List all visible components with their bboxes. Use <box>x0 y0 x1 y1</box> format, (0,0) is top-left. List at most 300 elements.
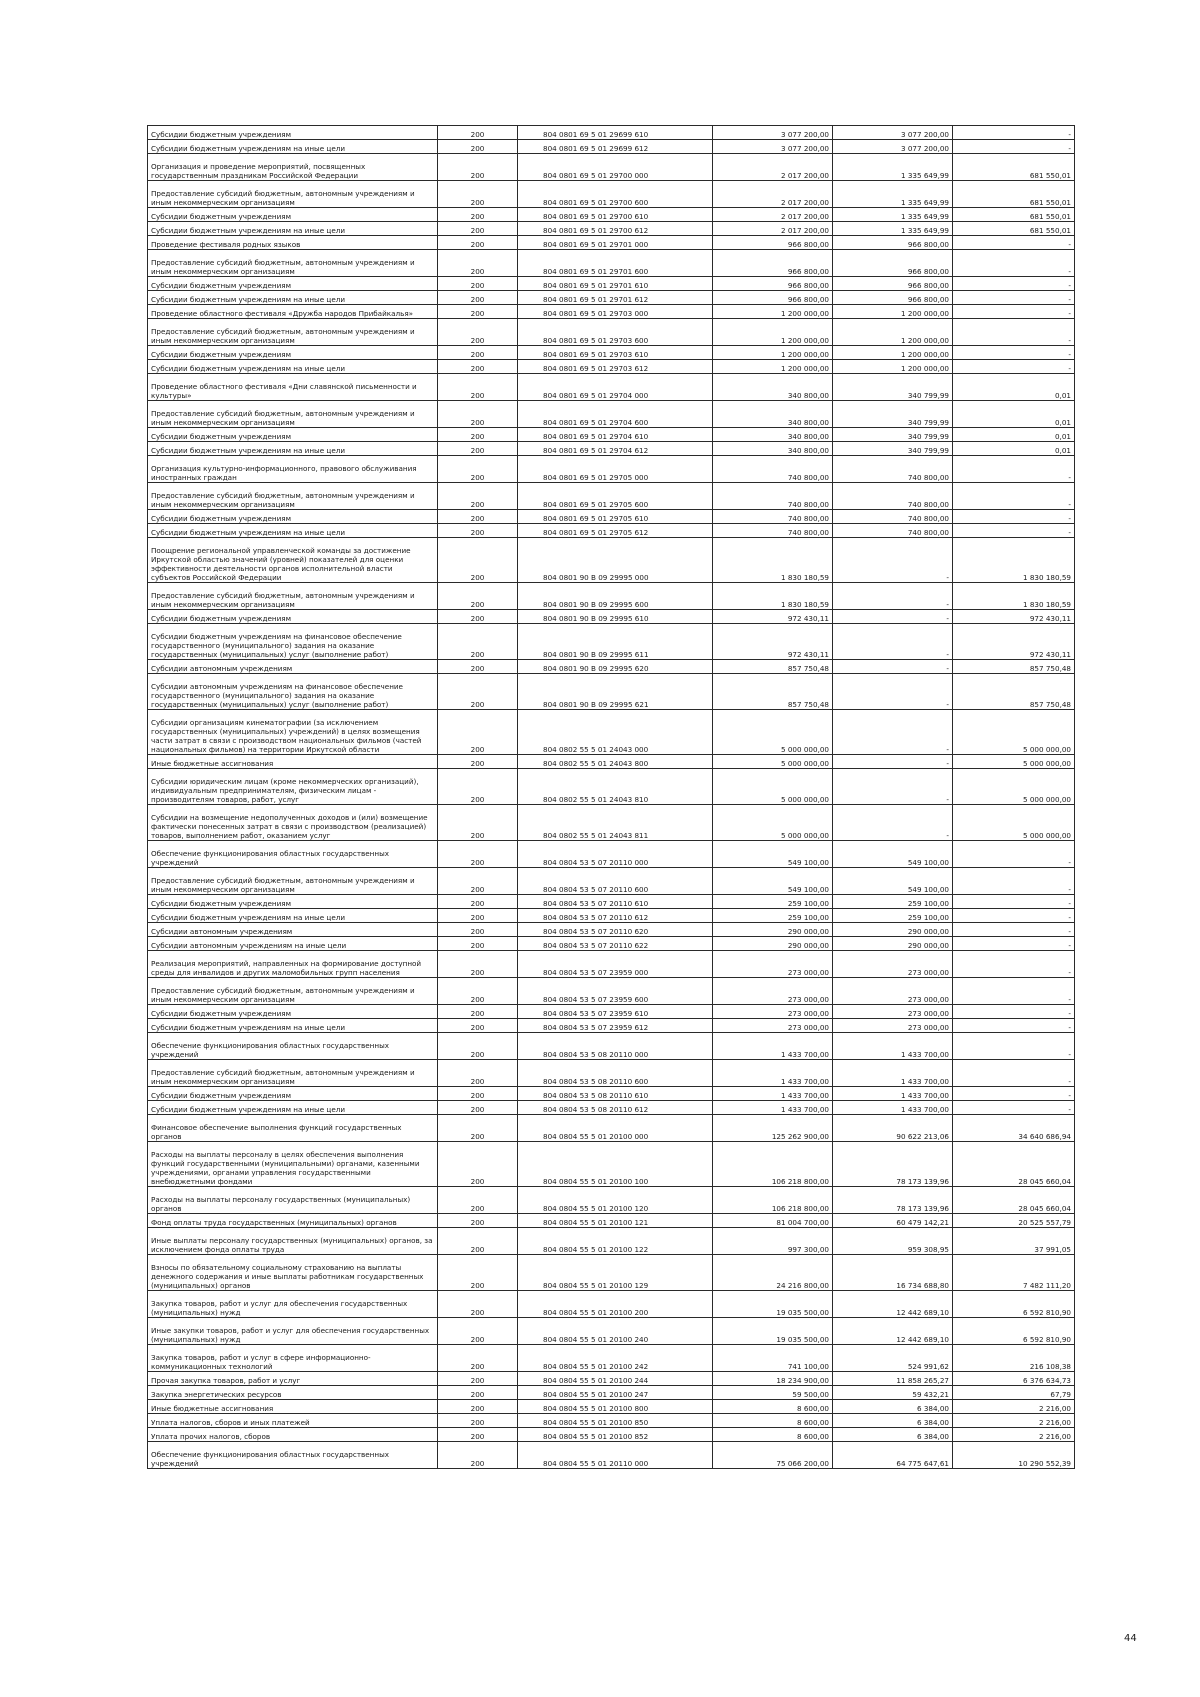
cell-executed-amount: 524 991,62 <box>833 1345 953 1372</box>
table-row <box>148 1255 1075 1291</box>
cell-name: Прочая закупка товаров, работ и услуг <box>148 1372 438 1386</box>
cell-approved-amount: 2 017 200,00 <box>713 208 833 222</box>
cell-classification-code: 804 0804 55 5 01 20100 850 <box>518 1414 713 1428</box>
cell-admin-code: 200 <box>438 1187 518 1214</box>
cell-approved-amount: 2 017 200,00 <box>713 222 833 236</box>
table-row <box>148 1087 1075 1101</box>
cell-executed-amount: 740 800,00 <box>833 456 953 483</box>
cell-approved-amount: 1 433 700,00 <box>713 1101 833 1115</box>
cell-executed-amount: 966 800,00 <box>833 250 953 277</box>
table-row <box>148 674 1075 710</box>
cell-executed-amount: 1 200 000,00 <box>833 319 953 346</box>
cell-approved-amount: 106 218 800,00 <box>713 1142 833 1187</box>
cell-admin-code: 200 <box>438 1386 518 1400</box>
table-row <box>148 360 1075 374</box>
cell-name: Субсидии бюджетным учреждениям на иные цели <box>148 1019 438 1033</box>
cell-name: Обеспечение функционирования областных государственных учреждений <box>148 1033 438 1060</box>
cell-admin-code: 200 <box>438 483 518 510</box>
cell-executed-amount: 90 622 213,06 <box>833 1115 953 1142</box>
cell-executed-amount: - <box>833 583 953 610</box>
cell-unexecuted-amount: 2 216,00 <box>953 1428 1075 1442</box>
cell-classification-code: 804 0801 90 В 09 29995 000 <box>518 538 713 583</box>
cell-executed-amount: 1 200 000,00 <box>833 346 953 360</box>
cell-name: Субсидии бюджетным учреждениям <box>148 208 438 222</box>
cell-admin-code: 200 <box>438 277 518 291</box>
cell-unexecuted-amount: 972 430,11 <box>953 610 1075 624</box>
cell-name: Финансовое обеспечение выполнения функций государственных органов <box>148 1115 438 1142</box>
table-row <box>148 1019 1075 1033</box>
cell-unexecuted-amount: 2 216,00 <box>953 1414 1075 1428</box>
cell-classification-code: 804 0804 55 5 01 20100 242 <box>518 1345 713 1372</box>
cell-unexecuted-amount: - <box>953 1060 1075 1087</box>
cell-classification-code: 804 0801 69 5 01 29704 000 <box>518 374 713 401</box>
cell-approved-amount: 81 004 700,00 <box>713 1214 833 1228</box>
cell-approved-amount: 273 000,00 <box>713 978 833 1005</box>
table-row <box>148 1005 1075 1019</box>
cell-unexecuted-amount: - <box>953 841 1075 868</box>
cell-approved-amount: 2 017 200,00 <box>713 181 833 208</box>
cell-executed-amount: 3 077 200,00 <box>833 140 953 154</box>
cell-classification-code: 804 0804 55 5 01 20100 000 <box>518 1115 713 1142</box>
cell-approved-amount: 857 750,48 <box>713 660 833 674</box>
cell-classification-code: 804 0801 69 5 01 29701 610 <box>518 277 713 291</box>
cell-name: Субсидии бюджетным учреждениям <box>148 1087 438 1101</box>
cell-unexecuted-amount: 7 482 111,20 <box>953 1255 1075 1291</box>
cell-unexecuted-amount: - <box>953 978 1075 1005</box>
table-row <box>148 250 1075 277</box>
cell-unexecuted-amount: 34 640 686,94 <box>953 1115 1075 1142</box>
cell-executed-amount: 64 775 647,61 <box>833 1442 953 1469</box>
cell-admin-code: 200 <box>438 374 518 401</box>
table-row <box>148 1142 1075 1187</box>
cell-approved-amount: 5 000 000,00 <box>713 755 833 769</box>
cell-approved-amount: 740 800,00 <box>713 456 833 483</box>
cell-executed-amount: 273 000,00 <box>833 951 953 978</box>
cell-approved-amount: 273 000,00 <box>713 951 833 978</box>
cell-unexecuted-amount: - <box>953 126 1075 140</box>
cell-unexecuted-amount: - <box>953 456 1075 483</box>
cell-admin-code: 200 <box>438 401 518 428</box>
cell-executed-amount: 16 734 688,80 <box>833 1255 953 1291</box>
cell-admin-code: 200 <box>438 755 518 769</box>
cell-name: Расходы на выплаты персоналу в целях обеспечения выполнения функций государственными (муниципальными) органами, казенными учреждениями, органами управления государственными внебюджетными фондами <box>148 1142 438 1187</box>
table-row <box>148 909 1075 923</box>
cell-admin-code: 200 <box>438 1228 518 1255</box>
table-body <box>148 126 1075 1469</box>
cell-classification-code: 804 0804 53 5 08 20110 610 <box>518 1087 713 1101</box>
cell-admin-code: 200 <box>438 583 518 610</box>
table-row <box>148 923 1075 937</box>
cell-unexecuted-amount: 0,01 <box>953 428 1075 442</box>
cell-approved-amount: 972 430,11 <box>713 624 833 660</box>
cell-executed-amount: - <box>833 538 953 583</box>
cell-name: Субсидии организациям кинематографии (за исключением государственных (муниципальных) учреждений) в целях возмещения части затрат в связи с производством национальных фильмов (частей национальных фильмов) на территории Иркутской области <box>148 710 438 755</box>
table-row <box>148 805 1075 841</box>
cell-classification-code: 804 0804 55 5 01 20100 800 <box>518 1400 713 1414</box>
cell-classification-code: 804 0804 55 5 01 20100 200 <box>518 1291 713 1318</box>
cell-admin-code: 200 <box>438 181 518 208</box>
cell-classification-code: 804 0804 55 5 01 20100 121 <box>518 1214 713 1228</box>
cell-admin-code: 200 <box>438 1255 518 1291</box>
cell-name: Субсидии бюджетным учреждениям на иные цели <box>148 909 438 923</box>
cell-classification-code: 804 0801 90 В 09 29995 620 <box>518 660 713 674</box>
cell-executed-amount: 340 799,99 <box>833 428 953 442</box>
cell-name: Субсидии бюджетным учреждениям <box>148 126 438 140</box>
cell-admin-code: 200 <box>438 1318 518 1345</box>
cell-admin-code: 200 <box>438 1087 518 1101</box>
cell-unexecuted-amount: - <box>953 951 1075 978</box>
cell-name: Предоставление субсидий бюджетным, автономным учреждениям и иным некоммерческим организациям <box>148 401 438 428</box>
cell-admin-code: 200 <box>438 291 518 305</box>
cell-approved-amount: 1 830 180,59 <box>713 583 833 610</box>
cell-approved-amount: 8 600,00 <box>713 1400 833 1414</box>
table-row <box>148 319 1075 346</box>
cell-unexecuted-amount: - <box>953 1087 1075 1101</box>
cell-name: Закупка энергетических ресурсов <box>148 1386 438 1400</box>
cell-approved-amount: 1 830 180,59 <box>713 538 833 583</box>
cell-approved-amount: 857 750,48 <box>713 674 833 710</box>
cell-executed-amount: 549 100,00 <box>833 841 953 868</box>
cell-admin-code: 200 <box>438 1060 518 1087</box>
cell-admin-code: 200 <box>438 360 518 374</box>
cell-unexecuted-amount: - <box>953 524 1075 538</box>
table-row <box>148 126 1075 140</box>
cell-name: Субсидии бюджетным учреждениям <box>148 510 438 524</box>
cell-classification-code: 804 0804 55 5 01 20110 000 <box>518 1442 713 1469</box>
cell-unexecuted-amount: 10 290 552,39 <box>953 1442 1075 1469</box>
cell-executed-amount: 966 800,00 <box>833 291 953 305</box>
cell-classification-code: 804 0804 55 5 01 20100 247 <box>518 1386 713 1400</box>
table-row <box>148 428 1075 442</box>
cell-admin-code: 200 <box>438 442 518 456</box>
cell-classification-code: 804 0804 55 5 01 20100 100 <box>518 1142 713 1187</box>
cell-executed-amount: 740 800,00 <box>833 483 953 510</box>
cell-unexecuted-amount: - <box>953 909 1075 923</box>
table-row <box>148 208 1075 222</box>
cell-classification-code: 804 0801 90 В 09 29995 600 <box>518 583 713 610</box>
cell-approved-amount: 340 800,00 <box>713 374 833 401</box>
cell-approved-amount: 3 077 200,00 <box>713 140 833 154</box>
cell-name: Проведение областного фестиваля «Дружба народов Прибайкалья» <box>148 305 438 319</box>
cell-executed-amount: 12 442 689,10 <box>833 1318 953 1345</box>
cell-approved-amount: 966 800,00 <box>713 236 833 250</box>
cell-executed-amount: - <box>833 610 953 624</box>
cell-approved-amount: 5 000 000,00 <box>713 805 833 841</box>
cell-classification-code: 804 0804 53 5 07 20110 610 <box>518 895 713 909</box>
cell-executed-amount: 1 433 700,00 <box>833 1087 953 1101</box>
cell-admin-code: 200 <box>438 978 518 1005</box>
cell-unexecuted-amount: 681 550,01 <box>953 208 1075 222</box>
cell-unexecuted-amount: 0,01 <box>953 442 1075 456</box>
table-row <box>148 624 1075 660</box>
cell-classification-code: 804 0801 69 5 01 29705 610 <box>518 510 713 524</box>
cell-unexecuted-amount: - <box>953 1019 1075 1033</box>
cell-unexecuted-amount: 5 000 000,00 <box>953 755 1075 769</box>
cell-approved-amount: 1 200 000,00 <box>713 360 833 374</box>
cell-executed-amount: 12 442 689,10 <box>833 1291 953 1318</box>
cell-unexecuted-amount: - <box>953 937 1075 951</box>
table-row <box>148 1428 1075 1442</box>
table-row <box>148 401 1075 428</box>
cell-classification-code: 804 0801 90 В 09 29995 611 <box>518 624 713 660</box>
cell-approved-amount: 1 200 000,00 <box>713 305 833 319</box>
table-row <box>148 1228 1075 1255</box>
cell-approved-amount: 549 100,00 <box>713 868 833 895</box>
cell-executed-amount: 966 800,00 <box>833 277 953 291</box>
cell-approved-amount: 340 800,00 <box>713 401 833 428</box>
cell-classification-code: 804 0804 53 5 07 20110 000 <box>518 841 713 868</box>
cell-name: Предоставление субсидий бюджетным, автономным учреждениям и иным некоммерческим организациям <box>148 978 438 1005</box>
table-row <box>148 181 1075 208</box>
cell-name: Субсидии бюджетным учреждениям <box>148 895 438 909</box>
cell-executed-amount: 6 384,00 <box>833 1400 953 1414</box>
cell-name: Обеспечение функционирования областных государственных учреждений <box>148 841 438 868</box>
cell-classification-code: 804 0804 53 5 07 20110 620 <box>518 923 713 937</box>
cell-unexecuted-amount: 681 550,01 <box>953 222 1075 236</box>
cell-classification-code: 804 0801 69 5 01 29700 600 <box>518 181 713 208</box>
cell-admin-code: 200 <box>438 346 518 360</box>
cell-unexecuted-amount: 6 592 810,90 <box>953 1291 1075 1318</box>
table-row <box>148 660 1075 674</box>
cell-name: Закупка товаров, работ и услуг для обеспечения государственных (муниципальных) нужд <box>148 1291 438 1318</box>
cell-unexecuted-amount: - <box>953 250 1075 277</box>
cell-admin-code: 200 <box>438 895 518 909</box>
cell-classification-code: 804 0801 69 5 01 29705 600 <box>518 483 713 510</box>
cell-approved-amount: 290 000,00 <box>713 923 833 937</box>
cell-classification-code: 804 0804 53 5 08 20110 612 <box>518 1101 713 1115</box>
cell-unexecuted-amount: - <box>953 1033 1075 1060</box>
cell-approved-amount: 8 600,00 <box>713 1414 833 1428</box>
cell-executed-amount: 1 200 000,00 <box>833 305 953 319</box>
cell-approved-amount: 5 000 000,00 <box>713 710 833 755</box>
cell-classification-code: 804 0801 69 5 01 29701 612 <box>518 291 713 305</box>
cell-classification-code: 804 0802 55 5 01 24043 800 <box>518 755 713 769</box>
cell-executed-amount: 1 200 000,00 <box>833 360 953 374</box>
cell-admin-code: 200 <box>438 1033 518 1060</box>
cell-admin-code: 200 <box>438 1414 518 1428</box>
cell-admin-code: 200 <box>438 154 518 181</box>
cell-name: Поощрение региональной управленческой команды за достижение Иркутской областью значений (уровней) показателей для оценки эффективности деятельности органов исполнительной власти субъектов Российской Федерации <box>148 538 438 583</box>
cell-unexecuted-amount: - <box>953 346 1075 360</box>
cell-executed-amount: 273 000,00 <box>833 1019 953 1033</box>
table-row <box>148 510 1075 524</box>
cell-unexecuted-amount: 0,01 <box>953 401 1075 428</box>
cell-admin-code: 200 <box>438 769 518 805</box>
cell-unexecuted-amount: - <box>953 895 1075 909</box>
cell-admin-code: 200 <box>438 538 518 583</box>
cell-name: Субсидии автономным учреждениям <box>148 923 438 937</box>
cell-approved-amount: 273 000,00 <box>713 1005 833 1019</box>
cell-admin-code: 200 <box>438 951 518 978</box>
cell-classification-code: 804 0801 69 5 01 29700 612 <box>518 222 713 236</box>
cell-approved-amount: 24 216 800,00 <box>713 1255 833 1291</box>
cell-classification-code: 804 0804 55 5 01 20100 852 <box>518 1428 713 1442</box>
cell-approved-amount: 290 000,00 <box>713 937 833 951</box>
cell-executed-amount: 740 800,00 <box>833 510 953 524</box>
cell-executed-amount: - <box>833 769 953 805</box>
cell-classification-code: 804 0804 53 5 08 20110 600 <box>518 1060 713 1087</box>
cell-executed-amount: 6 384,00 <box>833 1428 953 1442</box>
cell-executed-amount: 740 800,00 <box>833 524 953 538</box>
cell-name: Субсидии бюджетным учреждениям на иные цели <box>148 1101 438 1115</box>
cell-unexecuted-amount: 67,79 <box>953 1386 1075 1400</box>
cell-approved-amount: 19 035 500,00 <box>713 1291 833 1318</box>
cell-name: Реализация мероприятий, направленных на формирование доступной среды для инвалидов и других маломобильных групп населения <box>148 951 438 978</box>
cell-executed-amount: 273 000,00 <box>833 978 953 1005</box>
cell-approved-amount: 3 077 200,00 <box>713 126 833 140</box>
cell-name: Субсидии на возмещение недополученных доходов и (или) возмещение фактически понесенных затрат в связи с производством (реализацией) товаров, выполнением работ, оказанием услуг <box>148 805 438 841</box>
cell-unexecuted-amount: - <box>953 140 1075 154</box>
cell-admin-code: 200 <box>438 1115 518 1142</box>
cell-name: Субсидии юридическим лицам (кроме некоммерческих организаций), индивидуальным предпринимателям, физическим лицам - производителям товаров, работ, услуг <box>148 769 438 805</box>
cell-admin-code: 200 <box>438 140 518 154</box>
cell-approved-amount: 966 800,00 <box>713 277 833 291</box>
cell-classification-code: 804 0802 55 5 01 24043 000 <box>518 710 713 755</box>
cell-admin-code: 200 <box>438 1400 518 1414</box>
cell-executed-amount: 290 000,00 <box>833 937 953 951</box>
cell-unexecuted-amount: 5 000 000,00 <box>953 710 1075 755</box>
cell-admin-code: 200 <box>438 1142 518 1187</box>
cell-unexecuted-amount: 0,01 <box>953 374 1075 401</box>
cell-unexecuted-amount: 681 550,01 <box>953 154 1075 181</box>
cell-unexecuted-amount: 1 830 180,59 <box>953 583 1075 610</box>
cell-name: Субсидии бюджетным учреждениям <box>148 277 438 291</box>
cell-classification-code: 804 0801 69 5 01 29705 612 <box>518 524 713 538</box>
cell-classification-code: 804 0804 55 5 01 20100 122 <box>518 1228 713 1255</box>
cell-approved-amount: 1 433 700,00 <box>713 1033 833 1060</box>
cell-approved-amount: 997 300,00 <box>713 1228 833 1255</box>
cell-approved-amount: 259 100,00 <box>713 909 833 923</box>
cell-executed-amount: - <box>833 805 953 841</box>
cell-executed-amount: - <box>833 755 953 769</box>
cell-approved-amount: 741 100,00 <box>713 1345 833 1372</box>
cell-approved-amount: 966 800,00 <box>713 250 833 277</box>
cell-unexecuted-amount: - <box>953 277 1075 291</box>
cell-executed-amount: 6 384,00 <box>833 1414 953 1428</box>
cell-admin-code: 200 <box>438 305 518 319</box>
cell-executed-amount: 78 173 139,96 <box>833 1142 953 1187</box>
cell-classification-code: 804 0801 69 5 01 29701 600 <box>518 250 713 277</box>
cell-approved-amount: 740 800,00 <box>713 483 833 510</box>
cell-approved-amount: 1 200 000,00 <box>713 346 833 360</box>
table-row <box>148 277 1075 291</box>
cell-approved-amount: 273 000,00 <box>713 1019 833 1033</box>
cell-executed-amount: 78 173 139,96 <box>833 1187 953 1214</box>
cell-classification-code: 804 0804 53 5 07 20110 622 <box>518 937 713 951</box>
cell-approved-amount: 1 200 000,00 <box>713 319 833 346</box>
table-row <box>148 1414 1075 1428</box>
cell-unexecuted-amount: - <box>953 236 1075 250</box>
cell-executed-amount: 11 858 265,27 <box>833 1372 953 1386</box>
cell-admin-code: 200 <box>438 674 518 710</box>
cell-approved-amount: 972 430,11 <box>713 610 833 624</box>
cell-approved-amount: 8 600,00 <box>713 1428 833 1442</box>
cell-executed-amount: 60 479 142,21 <box>833 1214 953 1228</box>
cell-name: Субсидии бюджетным учреждениям <box>148 428 438 442</box>
cell-admin-code: 200 <box>438 1345 518 1372</box>
cell-approved-amount: 75 066 200,00 <box>713 1442 833 1469</box>
cell-admin-code: 200 <box>438 236 518 250</box>
cell-approved-amount: 340 800,00 <box>713 442 833 456</box>
cell-name: Предоставление субсидий бюджетным, автономным учреждениям и иным некоммерческим организациям <box>148 868 438 895</box>
table-row <box>148 841 1075 868</box>
cell-unexecuted-amount: - <box>953 305 1075 319</box>
cell-name: Закупка товаров, работ и услуг в сфере информационно-коммуникационных технологий <box>148 1345 438 1372</box>
cell-name: Предоставление субсидий бюджетным, автономным учреждениям и иным некоммерческим организациям <box>148 483 438 510</box>
cell-executed-amount: 549 100,00 <box>833 868 953 895</box>
cell-executed-amount: 966 800,00 <box>833 236 953 250</box>
cell-approved-amount: 740 800,00 <box>713 524 833 538</box>
cell-approved-amount: 549 100,00 <box>713 841 833 868</box>
cell-executed-amount: - <box>833 624 953 660</box>
cell-unexecuted-amount: 5 000 000,00 <box>953 769 1075 805</box>
cell-admin-code: 200 <box>438 524 518 538</box>
cell-name: Иные бюджетные ассигнования <box>148 755 438 769</box>
cell-unexecuted-amount: - <box>953 319 1075 346</box>
table-row <box>148 154 1075 181</box>
cell-executed-amount: 59 432,21 <box>833 1386 953 1400</box>
cell-name: Субсидии бюджетным учреждениям на иные цели <box>148 291 438 305</box>
cell-classification-code: 804 0801 90 В 09 29995 621 <box>518 674 713 710</box>
table-row <box>148 769 1075 805</box>
cell-approved-amount: 340 800,00 <box>713 428 833 442</box>
table-row <box>148 951 1075 978</box>
cell-name: Проведение областного фестиваля «Дни славянской письменности и культуры» <box>148 374 438 401</box>
cell-name: Субсидии бюджетным учреждениям <box>148 1005 438 1019</box>
cell-executed-amount: - <box>833 710 953 755</box>
cell-name: Иные бюджетные ассигнования <box>148 1400 438 1414</box>
cell-executed-amount: 273 000,00 <box>833 1005 953 1019</box>
cell-executed-amount: 259 100,00 <box>833 909 953 923</box>
cell-name: Субсидии бюджетным учреждениям на иные цели <box>148 360 438 374</box>
cell-executed-amount: 290 000,00 <box>833 923 953 937</box>
cell-name: Субсидии бюджетным учреждениям <box>148 346 438 360</box>
cell-unexecuted-amount: - <box>953 510 1075 524</box>
cell-classification-code: 804 0801 69 5 01 29705 000 <box>518 456 713 483</box>
cell-unexecuted-amount: - <box>953 1101 1075 1115</box>
cell-admin-code: 200 <box>438 710 518 755</box>
cell-approved-amount: 2 017 200,00 <box>713 154 833 181</box>
cell-unexecuted-amount: - <box>953 868 1075 895</box>
cell-classification-code: 804 0804 53 5 07 23959 600 <box>518 978 713 1005</box>
table-row <box>148 483 1075 510</box>
cell-name: Предоставление субсидий бюджетным, автономным учреждениям и иным некоммерческим организациям <box>148 250 438 277</box>
cell-admin-code: 200 <box>438 208 518 222</box>
cell-classification-code: 804 0801 69 5 01 29699 610 <box>518 126 713 140</box>
cell-name: Субсидии бюджетным учреждениям на иные цели <box>148 442 438 456</box>
cell-classification-code: 804 0802 55 5 01 24043 811 <box>518 805 713 841</box>
table-row <box>148 524 1075 538</box>
cell-executed-amount: 1 335 649,99 <box>833 208 953 222</box>
table-row <box>148 442 1075 456</box>
cell-executed-amount: 340 799,99 <box>833 374 953 401</box>
cell-admin-code: 200 <box>438 805 518 841</box>
table-row <box>148 1214 1075 1228</box>
cell-classification-code: 804 0804 55 5 01 20100 244 <box>518 1372 713 1386</box>
cell-admin-code: 200 <box>438 1101 518 1115</box>
budget-execution-table <box>147 125 1075 1469</box>
cell-unexecuted-amount: 37 991,05 <box>953 1228 1075 1255</box>
cell-admin-code: 200 <box>438 1372 518 1386</box>
cell-name: Предоставление субсидий бюджетным, автономным учреждениям и иным некоммерческим организациям <box>148 181 438 208</box>
cell-approved-amount: 1 433 700,00 <box>713 1060 833 1087</box>
cell-executed-amount: 1 335 649,99 <box>833 181 953 208</box>
cell-name: Субсидии бюджетным учреждениям на иные цели <box>148 524 438 538</box>
table-row <box>148 346 1075 360</box>
cell-executed-amount: 259 100,00 <box>833 895 953 909</box>
table-row <box>148 755 1075 769</box>
table-row <box>148 1372 1075 1386</box>
